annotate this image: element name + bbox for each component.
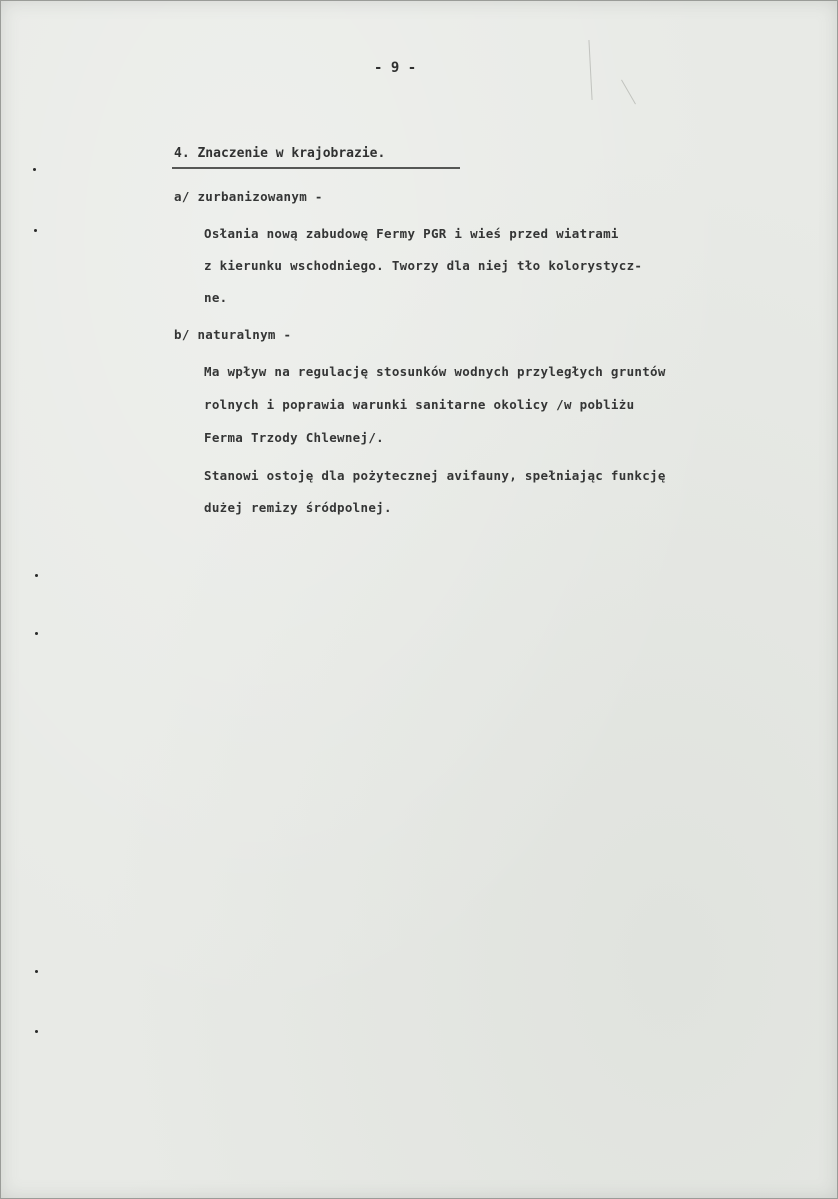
section-b-label: b/ naturalnym - xyxy=(174,327,292,342)
section-b-line: rolnych i poprawia warunki sanitarne okolicy /w pobliżu xyxy=(204,397,635,412)
margin-dot xyxy=(35,1030,38,1033)
page-number: - 9 - xyxy=(374,60,417,76)
heading-underline xyxy=(172,167,460,169)
margin-dot xyxy=(35,574,38,577)
section-b-line: Ma wpływ na regulację stosunków wodnych przyległych gruntów xyxy=(204,364,666,379)
section-a-line: ne. xyxy=(204,290,228,305)
margin-dot xyxy=(34,229,37,232)
section-b-line: Ferma Trzody Chlewnej/. xyxy=(204,430,384,445)
margin-dot xyxy=(35,970,38,973)
section-a-line: z kierunku wschodniego. Tworzy dla niej tło kolorystycz- xyxy=(204,258,643,273)
margin-dot xyxy=(33,168,36,171)
section-heading: 4. Znaczenie w krajobrazie. xyxy=(174,146,386,161)
margin-dot xyxy=(35,632,38,635)
section-a-line: Osłania nową zabudowę Fermy PGR i wieś przed wiatrami xyxy=(204,226,619,241)
paper-scratch xyxy=(621,80,636,105)
section-b-line: dużej remizy śródpolnej. xyxy=(204,500,392,515)
section-b-line: Stanowi ostoję dla pożytecznej avifauny, spełniając funkcję xyxy=(204,468,666,483)
section-a-label: a/ zurbanizowanym - xyxy=(174,189,323,204)
paper-scratch xyxy=(588,40,592,100)
